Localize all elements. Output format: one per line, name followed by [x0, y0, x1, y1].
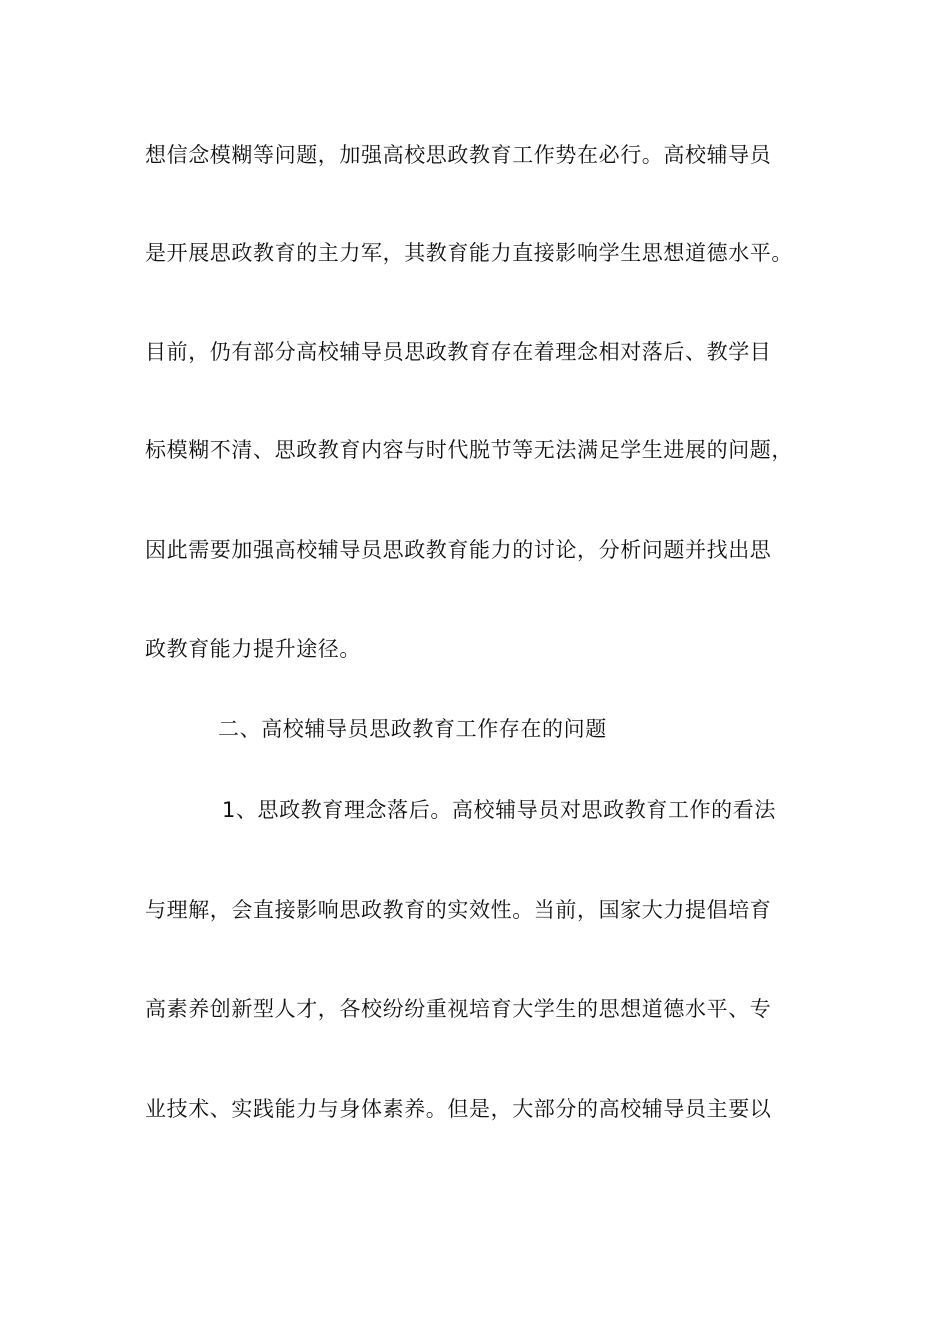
paragraph-line: 政教育能力提升途径。 [145, 637, 361, 661]
paragraph-line: 与理解，会直接影响思政教育的实效性。当前，国家大力提倡培育 [145, 898, 772, 922]
paragraph-line: 业技术、实践能力与身体素养。但是，大部分的高校辅导员主要以 [145, 1097, 772, 1121]
section-heading: 二、高校辅导员思政教育工作存在的问题 [218, 717, 607, 741]
paragraph-line: 因此需要加强高校辅导员思政教育能力的讨论，分析问题并找出思 [145, 538, 772, 562]
paragraph-line: 想信念模糊等问题，加强高校思政教育工作势在必行。高校辅导员 [145, 143, 772, 167]
paragraph-line: 标模糊不清、思政教育内容与时代脱节等无法满足学生进展的问题， [145, 438, 793, 462]
list-item-first-line: 1、思政教育理念落后。高校辅导员对思政教育工作的看法 [222, 798, 776, 822]
paragraph-line: 是开展思政教育的主力军，其教育能力直接影响学生思想道德水平。 [145, 241, 793, 265]
paragraph-line: 高素养创新型人才，各校纷纷重视培育大学生的思想道德水平、专 [145, 997, 772, 1021]
paragraph-line: 目前，仍有部分高校辅导员思政教育存在着理念相对落后、教学目 [145, 340, 772, 364]
